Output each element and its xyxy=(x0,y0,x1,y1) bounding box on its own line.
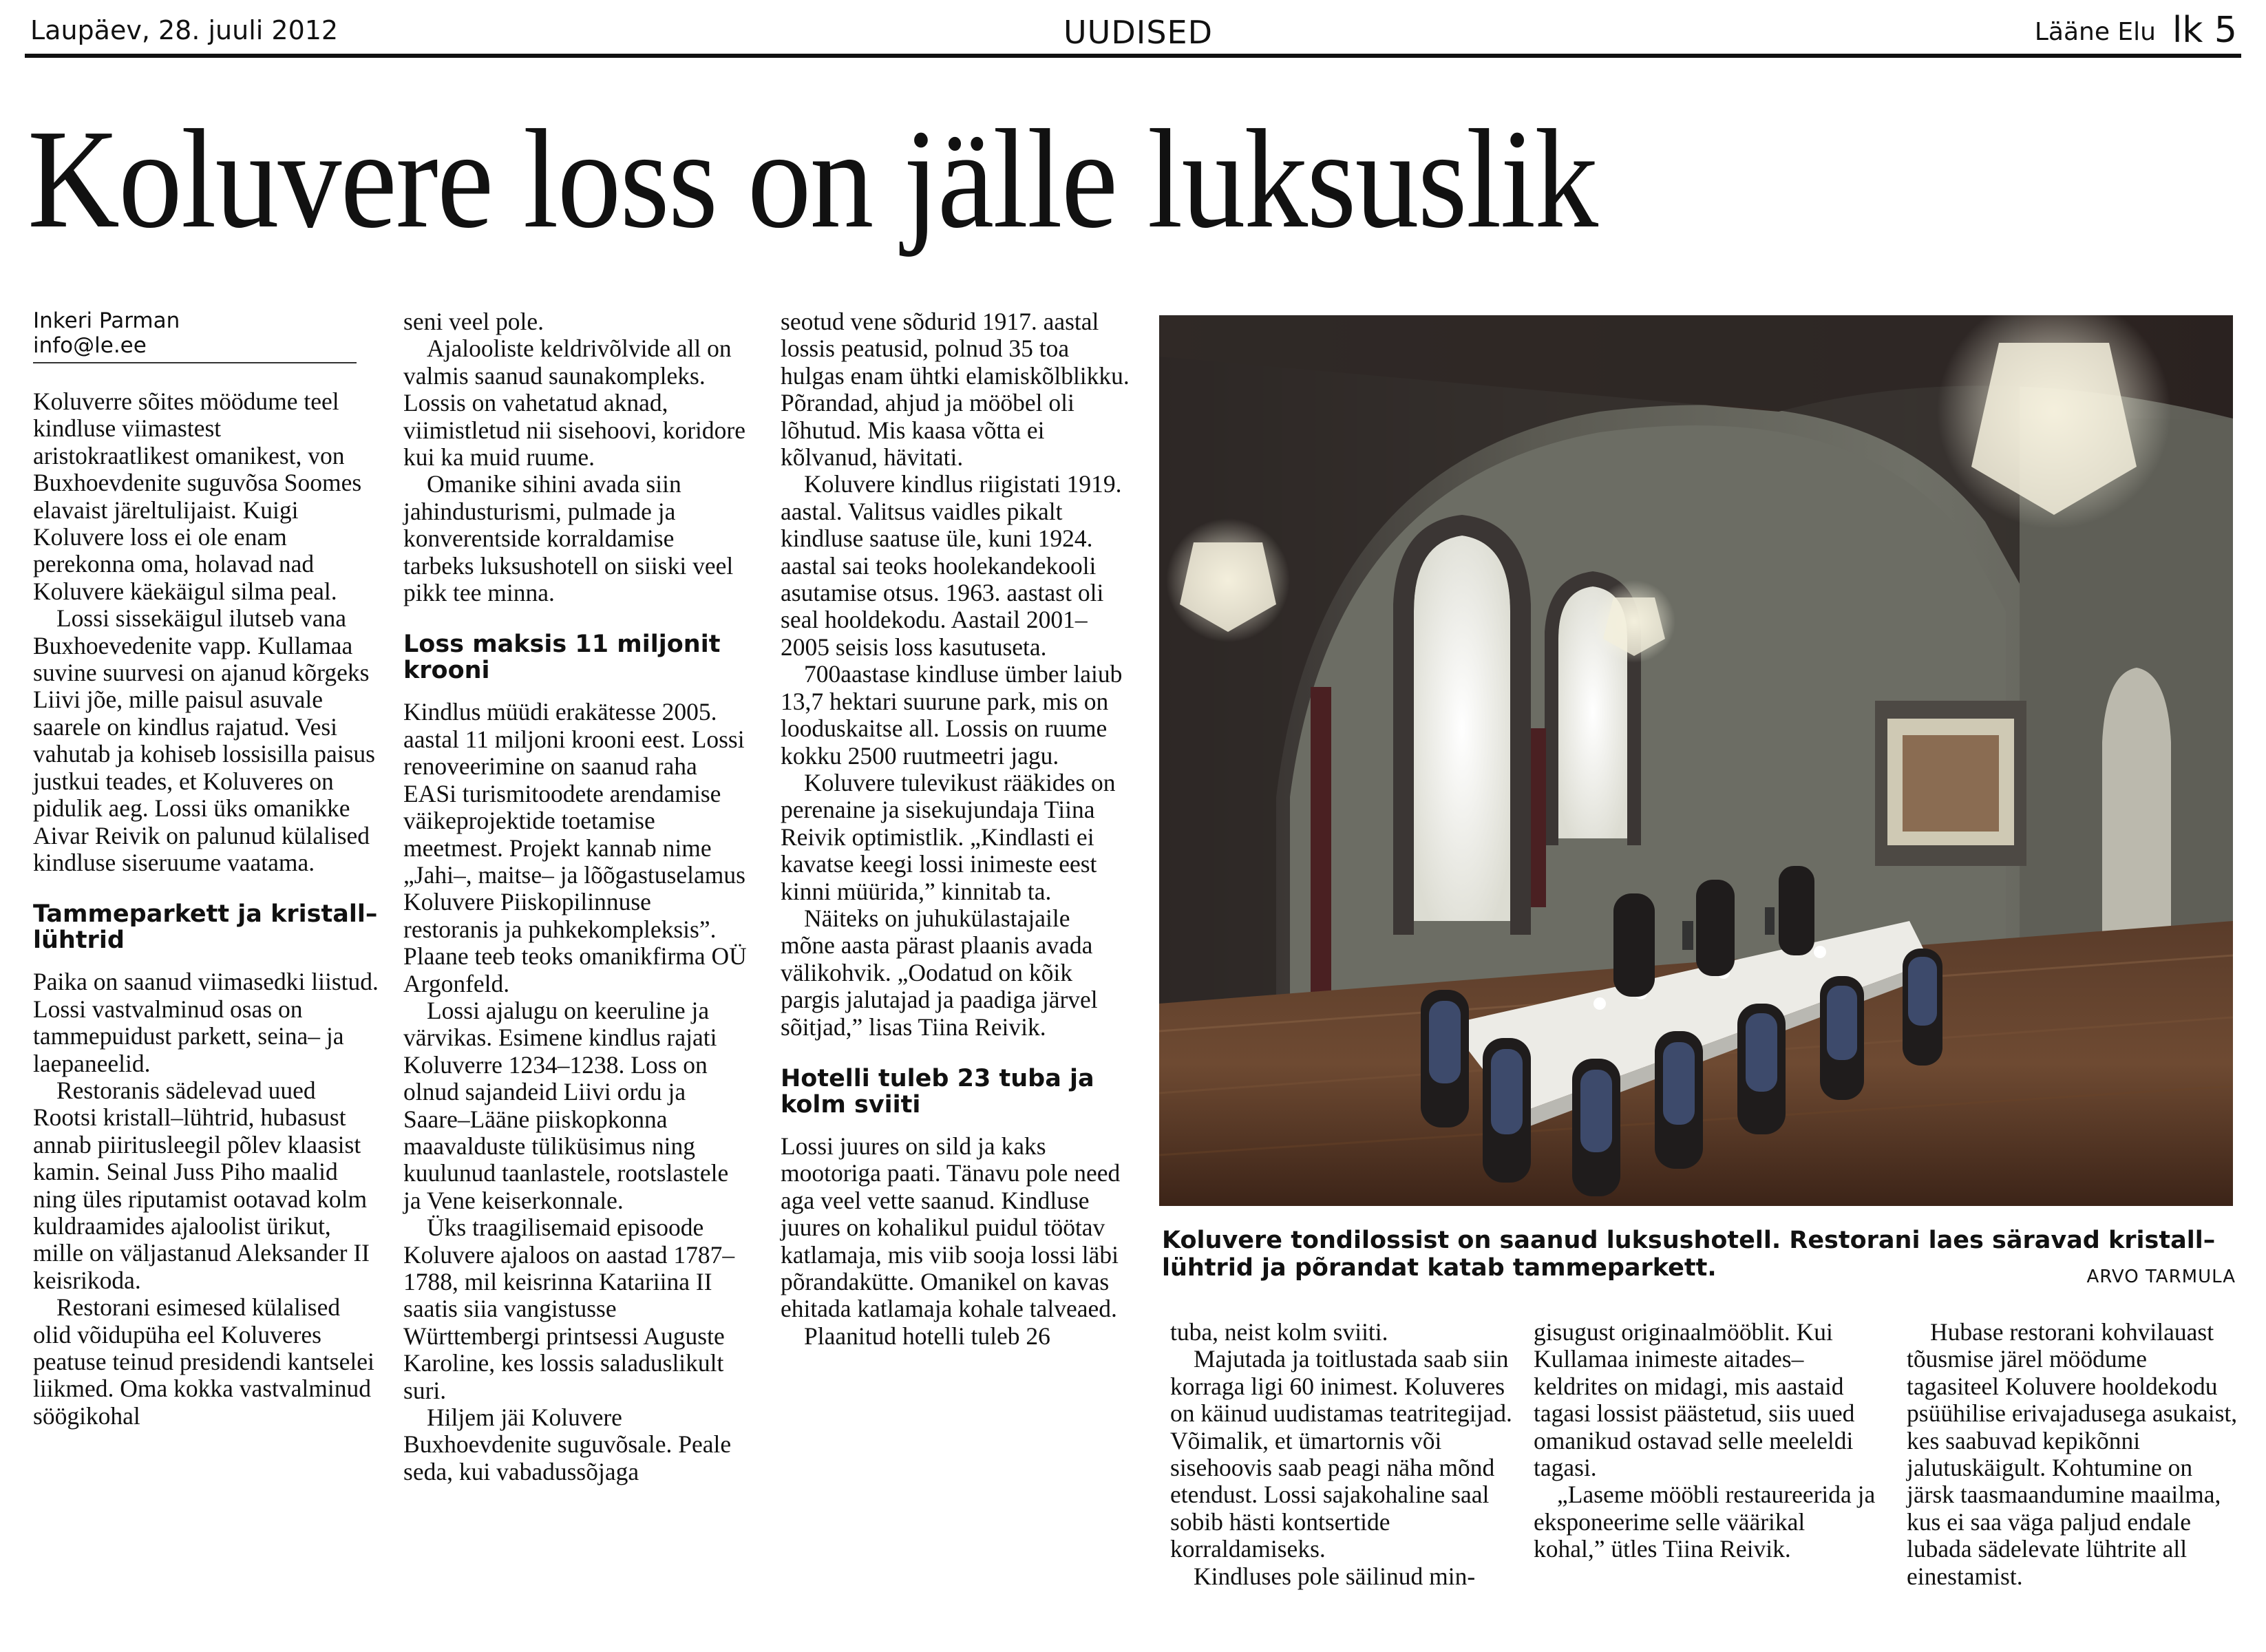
issue-date: Laupäev, 28. juuli 2012 xyxy=(30,15,339,45)
paragraph: Kindluses pole säilinud min- xyxy=(1194,1562,1476,1590)
article-column-1 xyxy=(33,308,381,1430)
paragraph: tuba, neist kolm sviiti. xyxy=(1170,1318,1388,1346)
subheading: Hotelli tuleb 23 tuba ja kolm sviiti xyxy=(781,1064,1094,1119)
article-column-4 xyxy=(1170,1319,1520,1590)
paragraph: Üks traagilisemaid episoode Koluvere ajaloos on aastad 1787–1788, mil keisrinna Katariina II saatis siia vangistusse Württembergi printsessi Auguste Karoline, kes lossis saladuslikult suri. xyxy=(403,1214,735,1404)
paragraph: seni veel pole. xyxy=(403,308,544,335)
byline-email[interactable]: info@le.ee xyxy=(33,333,147,358)
restaurant-photo xyxy=(1159,315,2233,1206)
paragraph: Näiteks on juhukülastajaile mõne aasta pärast plaanis avada välikohvik. „Oodatud on kõik pargis jalutajad ja paadiga järvel sõitjad,” lisas Tiina Reivik. xyxy=(781,904,1098,1041)
page-number: lk 5 xyxy=(2172,10,2237,51)
paragraph: Ajalooliste keldrivõlvide all on valmis saanud saunakompleks. Lossis on vahetatud aknad, viimistletud nii sisehoovi, koridore kui ka muid ruume. xyxy=(403,335,745,472)
paragraph: Majutada ja toitlustada saab siin korraga ligi 60 inimest. Koluveres on käinud uudistamas teatritegijad. Võimalik, et ümartornis või sisehoovis saab peagi näha mõnd etendust. Lossi sajakohaline saal sobib hästi kontsertide korraldamiseks. xyxy=(1170,1345,1512,1563)
paragraph: Hiljem jäi Koluvere Buxhoevdenite suguvõsale. Peale seda, kui vabadussõjaga xyxy=(403,1404,732,1485)
photo-credit: ARVO TARMULA xyxy=(2086,1267,2236,1287)
paragraph: Lossi ajalugu on keeruline ja värvikas. Esimene kindlus rajati Koluverre 1234–1238. Loss on olnud sajandeid Liivi ordu ja Saare–Lääne piiskopkonna maavalduste tüliküsimus ning kuulunud taanlastele, rootslastele ja Vene keiserkonnale. xyxy=(403,996,729,1214)
paragraph: Plaanitud hotelli tuleb 26 xyxy=(804,1322,1050,1350)
subheading: Tammeparkett ja kristall–lühtrid xyxy=(33,900,378,955)
header-rule xyxy=(25,54,2241,58)
byline-author: Inkeri Parman xyxy=(33,308,180,333)
newspaper-name: Lääne Elu xyxy=(2034,18,2156,46)
paragraph: Koluvere kindlus riigistati 1919. aastal. Valitsus vaidles pikalt kindluse saatuse üle, kuni 1924. aastal sai teoks hoolekandekooli asutamise otsus. 1963. aastast oli seal hooldekodu. Aastail 2001–2005 seisis loss kasutuseta. xyxy=(781,470,1122,661)
paragraph: seotud vene sõdurid 1917. aastal lossis peatusid, polnud 35 toa hulgas enam ühtki elamiskõlblikku. Põrandad, ahjud ja mööbel oli lõhutud. Mis kaasa võtta ei kõlvanud, hävitati. xyxy=(781,308,1130,472)
byline-rule xyxy=(33,362,357,363)
article-column-6 xyxy=(1907,1319,2244,1590)
article-column-3 xyxy=(781,308,1130,1350)
article-column-5 xyxy=(1534,1319,1882,1563)
paragraph: Kindlus müüdi erakätesse 2005. aastal 11 miljoni krooni eest. Lossi renoveerimine on saanud raha EASi turismitoodete arendamise väikeprojektide toetamise meetmest. Projekt kannab nime „Jahi–, maitse– ja lõõgastuselamus Koluvere Piiskopilinnuse restoranis ja puhkekompleksis”. Plaane teeb teoks omanikfirma OÜ Argonfeld. xyxy=(403,698,747,997)
article-column-2 xyxy=(403,308,750,1485)
restaurant-interior-illustration xyxy=(1159,315,2233,1206)
paragraph: Koluverre sõites möödume teel kindluse viimastest aristokraatlikest omanikest, von Buxhoevdenite suguvõsa Soomes elavaist järeltulijaist. Kuigi Koluvere loss ei ole enam perekonna oma, holavad nad Koluvere käekäigul silma peal. xyxy=(33,388,362,605)
paragraph: Restoranis sädelevad uued Rootsi kristall–lühtrid, hubasust annab piiritusleegil põlev klaasist kamin. Seinal Juss Piho maalid ning üles riputamist ootavad kolm kuldraamides ajaloolist ürikut, mille on väljastanud Aleksander II keisrikoda. xyxy=(33,1076,370,1294)
paragraph: Paika on saanud viimasedki liistud. Lossi vastvalminud osas on tammepuidust parkett, seina– ja laepaneelid. xyxy=(33,968,379,1077)
paragraph: Hubase restorani kohvilauast tõusmise järel möödume tagasiteel Koluvere hooldekodu psüühilise erivajadusega asukaist, kes saabuvad kepikõnni jalutuskäigult. Kohtumine on järsk taasmaandumine maailma, kus ei saa väga paljud endale lubada sädelevate lühtrite all einestamist. xyxy=(1907,1318,2238,1590)
paragraph: Restorani esimesed külalised olid võidupüha eel Koluveres peatuse teinud presidendi kantselei liikmed. Oma kokka vastvalminud söögikohal xyxy=(33,1293,374,1430)
paragraph: Koluvere tulevikust rääkides on perenaine ja sisekujundaja Tiina Reivik optimistlik. „Kindlasti ei kavatse keegi lossi inimeste eest kinni müürida,” kinnitab ta. xyxy=(781,768,1116,905)
section-name: UUDISED xyxy=(1063,14,1214,51)
photo-caption: Koluvere tondilossist on saanud luksushotell. Restorani laes säravad kristall–lühtrid ja põrandat katab tammeparkett. xyxy=(1162,1227,2216,1282)
paragraph: „Laseme mööbli restaureerida ja eksponeerime selle väärikal kohal,” ütles Tiina Reivik. xyxy=(1534,1481,1876,1563)
subheading: Loss maksis 11 miljonit krooni xyxy=(403,631,721,685)
paragraph: 700aastase kindluse ümber laiub 13,7 hektari suurune park, mis on looduskaitse all. Lossis on ruume kokku 2500 ruutmeetri jagu. xyxy=(781,660,1123,770)
article-headline: Koluvere loss on jälle luksuslik xyxy=(28,100,1598,257)
paragraph: Lossi juures on sild ja kaks mootoriga paati. Tänavu pole need aga veel vette saanud. Kindluse juures on kohalikul puidul töötav katlamaja, mis viib sooja lossi läbi põrandakütte. Omanikel on kavas ehitada katlamaja kohale talveaed. xyxy=(781,1132,1121,1323)
paragraph: Omanike sihini avada siin jahindusturismi, pulmade ja konverentside korraldamise tarbeks luksushotell on siiski veel pikk tee minna. xyxy=(403,470,734,607)
paragraph: Lossi sissekäigul ilutseb vana Buxhoevedenite vapp. Kullamaa suvine suurvesi on ajanud kõrgeks Liivi jõe, mille paisul asuvale saarele on kindlus rajatud. Vesi vahutab ja kohiseb lossisilla paisus justkui teades, et Koluveres on pidulik aeg. Lossi üks omanikke Aivar Reivik on palunud külalised kindluse siseruume vaatama. xyxy=(33,604,375,876)
paragraph: gisugust originaalmööblit. Kui Kullamaa inimeste aitades– keldrites on midagi, mis aastaid tagasi lossist päästetud, siis uued omanikud ostavad selle meeleldi tagasi. xyxy=(1534,1318,1855,1482)
